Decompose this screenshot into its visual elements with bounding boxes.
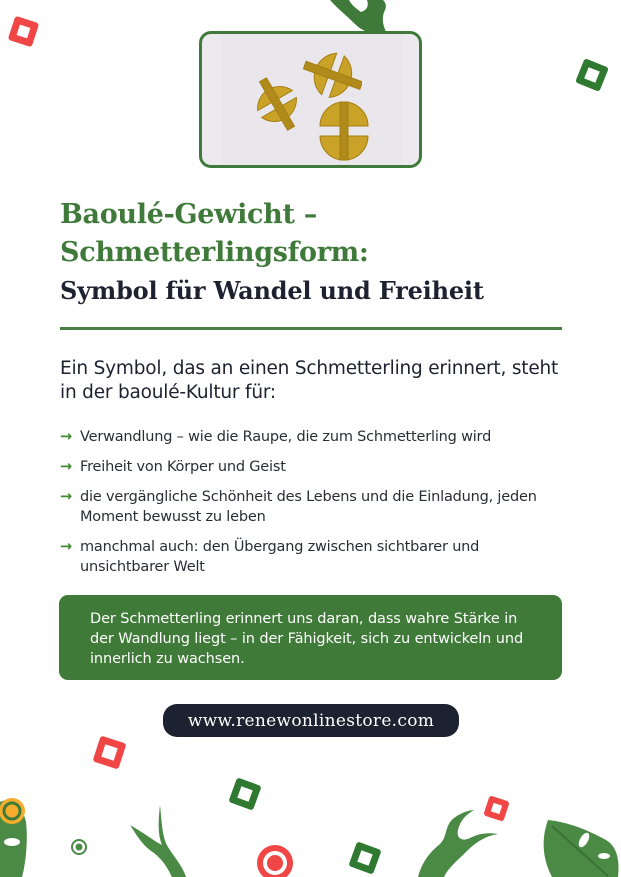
arrow-right-icon: → (60, 489, 72, 505)
arrow-right-icon: → (60, 539, 72, 555)
list-item-text: Verwandlung – wie die Raupe, die zum Schmetterling wird (80, 429, 492, 445)
arrow-right-icon: → (60, 429, 72, 445)
green-square-decoration (575, 58, 609, 92)
quote-text: Der Schmetterling erinnert uns daran, dass wahre Stärke in der Wandlung liegt – in der Fähigkeit, sich zu entwickeln und innerlich zu wachsen. (90, 611, 524, 667)
product-photo (199, 31, 422, 168)
intro-text: Ein Symbol, das an einen Schmetterling erinnert, steht in der baoulé-Kultur für: (60, 358, 559, 403)
quote-callout (59, 595, 562, 680)
page-title (60, 196, 580, 310)
list-item (60, 487, 570, 527)
gold-weight-bottom (316, 94, 372, 168)
seaweed-bottom-right-decoration (418, 808, 498, 877)
list-item (60, 537, 570, 577)
website-link[interactable] (163, 704, 459, 737)
title-line-1: Baoulé-Gewicht – (60, 199, 317, 230)
green-square-decoration (228, 777, 261, 810)
divider (60, 327, 562, 330)
list-item-text: manchmal auch: den Übergang zwischen sichtbarer und unsichtbarer Welt (80, 539, 480, 575)
list-item (60, 457, 570, 477)
red-square-decoration (92, 735, 126, 769)
seaweed-bottom-left-decoration (128, 805, 198, 877)
arrow-right-icon: → (60, 459, 72, 475)
subtitle: Symbol für Wandel und Freiheit (60, 276, 484, 305)
list-item-text: Freiheit von Körper und Geist (80, 459, 286, 475)
monstera-leaf-right-decoration (538, 818, 621, 877)
website-url: www.renewonlinestore.com (187, 710, 435, 731)
red-square-decoration (8, 16, 40, 48)
gold-weight-left (247, 64, 307, 144)
orange-ring-decoration (0, 794, 30, 828)
green-ring-decoration (70, 838, 88, 856)
red-target-decoration (255, 844, 295, 877)
green-square-decoration (348, 841, 381, 874)
meaning-list (60, 427, 570, 587)
list-item-text: die vergängliche Schönheit des Lebens und die Einladung, jeden Moment bewusst zu leben (80, 489, 537, 525)
list-item (60, 427, 570, 447)
title-line-2: Schmetterlingsform: (60, 237, 369, 268)
